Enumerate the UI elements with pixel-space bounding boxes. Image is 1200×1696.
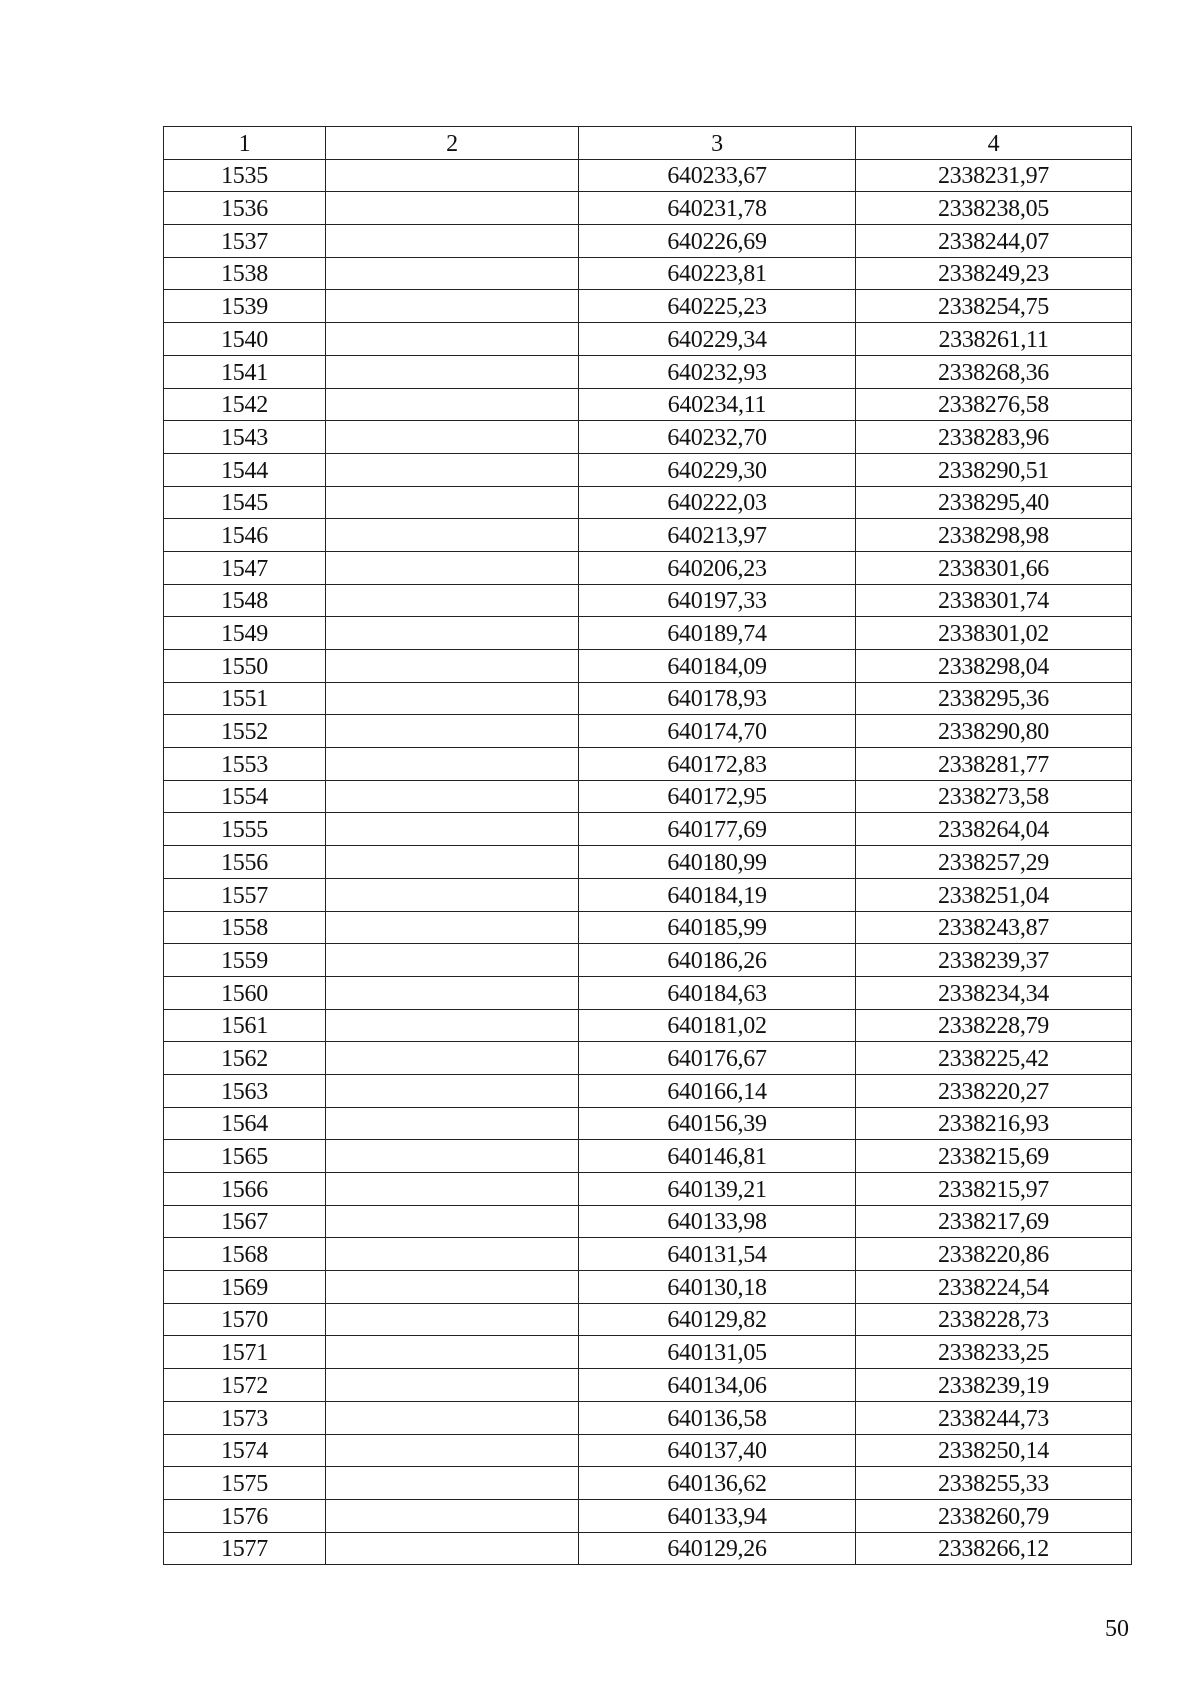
point-number-cell: 1552 <box>164 715 326 748</box>
x-coordinate-cell: 640177,69 <box>579 813 856 846</box>
table-row <box>164 453 1132 486</box>
table-row <box>164 551 1132 584</box>
y-coordinate-cell: 2338220,86 <box>856 1238 1132 1271</box>
empty-cell <box>326 453 579 486</box>
empty-cell <box>326 1238 579 1271</box>
x-coordinate-cell: 640129,26 <box>579 1532 856 1565</box>
table-row <box>164 355 1132 388</box>
table-row <box>164 1238 1132 1271</box>
y-coordinate-cell: 2338301,66 <box>856 551 1132 584</box>
empty-cell <box>326 780 579 813</box>
x-coordinate-cell: 640172,83 <box>579 748 856 781</box>
empty-cell <box>326 355 579 388</box>
x-coordinate-cell: 640180,99 <box>579 846 856 879</box>
x-coordinate-cell: 640131,54 <box>579 1238 856 1271</box>
empty-cell <box>326 1336 579 1369</box>
point-number-cell: 1541 <box>164 355 326 388</box>
y-coordinate-cell: 2338215,69 <box>856 1140 1132 1173</box>
empty-cell <box>326 192 579 225</box>
table-row <box>164 1336 1132 1369</box>
point-number-cell: 1565 <box>164 1140 326 1173</box>
y-coordinate-cell: 2338273,58 <box>856 780 1132 813</box>
empty-cell <box>326 911 579 944</box>
point-number-cell: 1543 <box>164 421 326 454</box>
coordinates-table <box>163 126 1132 1565</box>
empty-cell <box>326 1173 579 1206</box>
x-coordinate-cell: 640139,21 <box>579 1173 856 1206</box>
x-coordinate-cell: 640178,93 <box>579 682 856 715</box>
table-row <box>164 1107 1132 1140</box>
point-number-cell: 1548 <box>164 584 326 617</box>
table-row <box>164 421 1132 454</box>
x-coordinate-cell: 640156,39 <box>579 1107 856 1140</box>
point-number-cell: 1545 <box>164 486 326 519</box>
empty-cell <box>326 1401 579 1434</box>
y-coordinate-cell: 2338290,51 <box>856 453 1132 486</box>
y-coordinate-cell: 2338255,33 <box>856 1467 1132 1500</box>
point-number-cell: 1544 <box>164 453 326 486</box>
y-coordinate-cell: 2338225,42 <box>856 1042 1132 1075</box>
y-coordinate-cell: 2338295,36 <box>856 682 1132 715</box>
table-row <box>164 257 1132 290</box>
point-number-cell: 1575 <box>164 1467 326 1500</box>
x-coordinate-cell: 640133,94 <box>579 1499 856 1532</box>
point-number-cell: 1554 <box>164 780 326 813</box>
empty-cell <box>326 617 579 650</box>
empty-cell <box>326 225 579 258</box>
x-coordinate-cell: 640166,14 <box>579 1074 856 1107</box>
empty-cell <box>326 159 579 192</box>
y-coordinate-cell: 2338239,19 <box>856 1369 1132 1402</box>
empty-cell <box>326 1107 579 1140</box>
point-number-cell: 1557 <box>164 878 326 911</box>
x-coordinate-cell: 640131,05 <box>579 1336 856 1369</box>
table-row <box>164 748 1132 781</box>
empty-cell <box>326 878 579 911</box>
empty-cell <box>326 551 579 584</box>
table-row <box>164 323 1132 356</box>
y-coordinate-cell: 2338276,58 <box>856 388 1132 421</box>
x-coordinate-cell: 640226,69 <box>579 225 856 258</box>
x-coordinate-cell: 640133,98 <box>579 1205 856 1238</box>
empty-cell <box>326 421 579 454</box>
point-number-cell: 1555 <box>164 813 326 846</box>
y-coordinate-cell: 2338264,04 <box>856 813 1132 846</box>
table-row <box>164 878 1132 911</box>
point-number-cell: 1570 <box>164 1303 326 1336</box>
point-number-cell: 1542 <box>164 388 326 421</box>
y-coordinate-cell: 2338215,97 <box>856 1173 1132 1206</box>
x-coordinate-cell: 640184,09 <box>579 650 856 683</box>
point-number-cell: 1540 <box>164 323 326 356</box>
empty-cell <box>326 1499 579 1532</box>
point-number-cell: 1536 <box>164 192 326 225</box>
x-coordinate-cell: 640184,19 <box>579 878 856 911</box>
y-coordinate-cell: 2338301,02 <box>856 617 1132 650</box>
empty-cell <box>326 1303 579 1336</box>
point-number-cell: 1549 <box>164 617 326 650</box>
table-row <box>164 650 1132 683</box>
point-number-cell: 1568 <box>164 1238 326 1271</box>
table-row <box>164 976 1132 1009</box>
table-row <box>164 1499 1132 1532</box>
y-coordinate-cell: 2338231,97 <box>856 159 1132 192</box>
page-number: 50 <box>1105 1616 1129 1642</box>
empty-cell <box>326 976 579 1009</box>
point-number-cell: 1551 <box>164 682 326 715</box>
y-coordinate-cell: 2338261,11 <box>856 323 1132 356</box>
x-coordinate-cell: 640136,62 <box>579 1467 856 1500</box>
y-coordinate-cell: 2338295,40 <box>856 486 1132 519</box>
point-number-cell: 1567 <box>164 1205 326 1238</box>
empty-cell <box>326 1532 579 1565</box>
point-number-cell: 1537 <box>164 225 326 258</box>
y-coordinate-cell: 2338216,93 <box>856 1107 1132 1140</box>
empty-cell <box>326 1074 579 1107</box>
x-coordinate-cell: 640185,99 <box>579 911 856 944</box>
point-number-cell: 1563 <box>164 1074 326 1107</box>
table-row <box>164 715 1132 748</box>
x-coordinate-cell: 640232,70 <box>579 421 856 454</box>
x-coordinate-cell: 640181,02 <box>579 1009 856 1042</box>
empty-cell <box>326 813 579 846</box>
point-number-cell: 1572 <box>164 1369 326 1402</box>
y-coordinate-cell: 2338250,14 <box>856 1434 1132 1467</box>
table-row <box>164 1434 1132 1467</box>
point-number-cell: 1538 <box>164 257 326 290</box>
empty-cell <box>326 257 579 290</box>
y-coordinate-cell: 2338266,12 <box>856 1532 1132 1565</box>
x-coordinate-cell: 640176,67 <box>579 1042 856 1075</box>
empty-cell <box>326 323 579 356</box>
point-number-cell: 1566 <box>164 1173 326 1206</box>
table-row <box>164 911 1132 944</box>
table-row <box>164 159 1132 192</box>
empty-cell <box>326 682 579 715</box>
point-number-cell: 1574 <box>164 1434 326 1467</box>
y-coordinate-cell: 2338244,73 <box>856 1401 1132 1434</box>
empty-cell <box>326 1271 579 1304</box>
column-header-4: 4 <box>856 127 1132 160</box>
table-row <box>164 1173 1132 1206</box>
y-coordinate-cell: 2338220,27 <box>856 1074 1132 1107</box>
empty-cell <box>326 584 579 617</box>
point-number-cell: 1553 <box>164 748 326 781</box>
table-row <box>164 1140 1132 1173</box>
point-number-cell: 1571 <box>164 1336 326 1369</box>
table-row <box>164 1271 1132 1304</box>
point-number-cell: 1562 <box>164 1042 326 1075</box>
table-row <box>164 225 1132 258</box>
x-coordinate-cell: 640137,40 <box>579 1434 856 1467</box>
y-coordinate-cell: 2338228,73 <box>856 1303 1132 1336</box>
table-row <box>164 1303 1132 1336</box>
empty-cell <box>326 1009 579 1042</box>
table-row <box>164 1369 1132 1402</box>
point-number-cell: 1550 <box>164 650 326 683</box>
x-coordinate-cell: 640225,23 <box>579 290 856 323</box>
empty-cell <box>326 944 579 977</box>
table-row <box>164 1532 1132 1565</box>
table-row <box>164 290 1132 323</box>
table-row <box>164 682 1132 715</box>
table-row <box>164 780 1132 813</box>
y-coordinate-cell: 2338224,54 <box>856 1271 1132 1304</box>
empty-cell <box>326 1369 579 1402</box>
x-coordinate-cell: 640232,93 <box>579 355 856 388</box>
point-number-cell: 1569 <box>164 1271 326 1304</box>
table-row <box>164 519 1132 552</box>
table-row <box>164 584 1132 617</box>
empty-cell <box>326 846 579 879</box>
table-header-row <box>164 127 1132 160</box>
x-coordinate-cell: 640172,95 <box>579 780 856 813</box>
x-coordinate-cell: 640223,81 <box>579 257 856 290</box>
empty-cell <box>326 650 579 683</box>
empty-cell <box>326 1434 579 1467</box>
empty-cell <box>326 388 579 421</box>
point-number-cell: 1556 <box>164 846 326 879</box>
point-number-cell: 1561 <box>164 1009 326 1042</box>
y-coordinate-cell: 2338290,80 <box>856 715 1132 748</box>
point-number-cell: 1546 <box>164 519 326 552</box>
x-coordinate-cell: 640229,30 <box>579 453 856 486</box>
y-coordinate-cell: 2338260,79 <box>856 1499 1132 1532</box>
table-row <box>164 1074 1132 1107</box>
point-number-cell: 1539 <box>164 290 326 323</box>
y-coordinate-cell: 2338298,04 <box>856 650 1132 683</box>
empty-cell <box>326 486 579 519</box>
point-number-cell: 1558 <box>164 911 326 944</box>
y-coordinate-cell: 2338228,79 <box>856 1009 1132 1042</box>
point-number-cell: 1535 <box>164 159 326 192</box>
table-row <box>164 1467 1132 1500</box>
point-number-cell: 1564 <box>164 1107 326 1140</box>
empty-cell <box>326 290 579 323</box>
x-coordinate-cell: 640174,70 <box>579 715 856 748</box>
y-coordinate-cell: 2338254,75 <box>856 290 1132 323</box>
point-number-cell: 1573 <box>164 1401 326 1434</box>
table-row <box>164 1205 1132 1238</box>
table-row <box>164 846 1132 879</box>
x-coordinate-cell: 640231,78 <box>579 192 856 225</box>
x-coordinate-cell: 640206,23 <box>579 551 856 584</box>
x-coordinate-cell: 640184,63 <box>579 976 856 1009</box>
table-row <box>164 617 1132 650</box>
table-row <box>164 944 1132 977</box>
x-coordinate-cell: 640146,81 <box>579 1140 856 1173</box>
x-coordinate-cell: 640222,03 <box>579 486 856 519</box>
table-row <box>164 192 1132 225</box>
y-coordinate-cell: 2338281,77 <box>856 748 1132 781</box>
empty-cell <box>326 1042 579 1075</box>
empty-cell <box>326 519 579 552</box>
empty-cell <box>326 748 579 781</box>
y-coordinate-cell: 2338217,69 <box>856 1205 1132 1238</box>
table-row <box>164 486 1132 519</box>
column-header-1: 1 <box>164 127 326 160</box>
point-number-cell: 1576 <box>164 1499 326 1532</box>
x-coordinate-cell: 640186,26 <box>579 944 856 977</box>
x-coordinate-cell: 640234,11 <box>579 388 856 421</box>
y-coordinate-cell: 2338251,04 <box>856 878 1132 911</box>
y-coordinate-cell: 2338238,05 <box>856 192 1132 225</box>
point-number-cell: 1577 <box>164 1532 326 1565</box>
x-coordinate-cell: 640229,34 <box>579 323 856 356</box>
point-number-cell: 1547 <box>164 551 326 584</box>
y-coordinate-cell: 2338244,07 <box>856 225 1132 258</box>
y-coordinate-cell: 2338239,37 <box>856 944 1132 977</box>
empty-cell <box>326 1140 579 1173</box>
x-coordinate-cell: 640130,18 <box>579 1271 856 1304</box>
table-row <box>164 813 1132 846</box>
point-number-cell: 1559 <box>164 944 326 977</box>
empty-cell <box>326 1205 579 1238</box>
y-coordinate-cell: 2338268,36 <box>856 355 1132 388</box>
y-coordinate-cell: 2338283,96 <box>856 421 1132 454</box>
table-row <box>164 388 1132 421</box>
y-coordinate-cell: 2338243,87 <box>856 911 1132 944</box>
x-coordinate-cell: 640189,74 <box>579 617 856 650</box>
y-coordinate-cell: 2338234,34 <box>856 976 1132 1009</box>
y-coordinate-cell: 2338301,74 <box>856 584 1132 617</box>
y-coordinate-cell: 2338249,23 <box>856 257 1132 290</box>
column-header-2: 2 <box>326 127 579 160</box>
point-number-cell: 1560 <box>164 976 326 1009</box>
y-coordinate-cell: 2338257,29 <box>856 846 1132 879</box>
x-coordinate-cell: 640233,67 <box>579 159 856 192</box>
x-coordinate-cell: 640136,58 <box>579 1401 856 1434</box>
column-header-3: 3 <box>579 127 856 160</box>
y-coordinate-cell: 2338233,25 <box>856 1336 1132 1369</box>
x-coordinate-cell: 640213,97 <box>579 519 856 552</box>
x-coordinate-cell: 640134,06 <box>579 1369 856 1402</box>
table-body <box>164 159 1132 1565</box>
x-coordinate-cell: 640129,82 <box>579 1303 856 1336</box>
x-coordinate-cell: 640197,33 <box>579 584 856 617</box>
empty-cell <box>326 1467 579 1500</box>
table-row <box>164 1009 1132 1042</box>
y-coordinate-cell: 2338298,98 <box>856 519 1132 552</box>
empty-cell <box>326 715 579 748</box>
table-row <box>164 1042 1132 1075</box>
table-row <box>164 1401 1132 1434</box>
